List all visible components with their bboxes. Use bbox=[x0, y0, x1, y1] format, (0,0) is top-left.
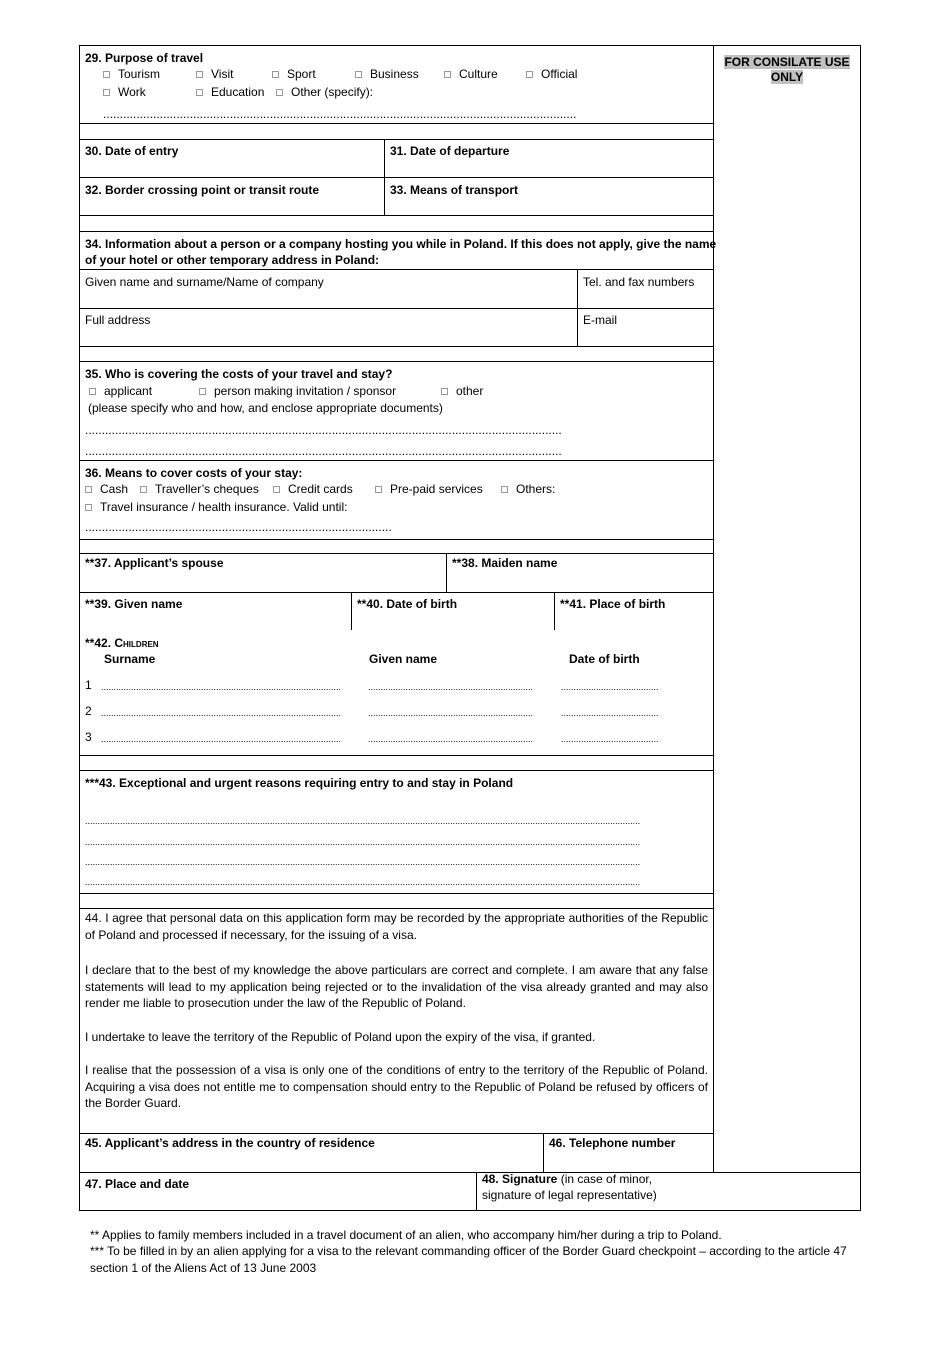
signature-label: 48. Signature (in case of minor, bbox=[482, 1172, 653, 1186]
urgent-line-4[interactable]: .............................................................................................................................................................................................................................. bbox=[85, 877, 641, 887]
checkbox-other[interactable]: Other (specify): bbox=[276, 85, 373, 99]
children-col-given: Given name bbox=[369, 652, 438, 666]
checkbox-travellers-cheques[interactable]: Traveller’s cheques bbox=[140, 482, 259, 496]
checkbox-applicant[interactable]: applicant bbox=[89, 384, 152, 398]
border-crossing-label: 32. Border crossing point or transit route bbox=[85, 183, 320, 197]
checkbox-education[interactable]: Education bbox=[196, 85, 264, 99]
given-name-label: **39. Given name bbox=[85, 597, 183, 611]
host-email-label: E-mail bbox=[583, 313, 618, 327]
checkbox-work[interactable]: Work bbox=[103, 85, 146, 99]
footnote-border-guard: *** To be filled in by an alien applying for a visa to the relevant commanding officer of the Border Guard checkpoint – according to the article 47 bbox=[90, 1244, 847, 1258]
place-of-birth-label: **41. Place of birth bbox=[560, 597, 666, 611]
checkbox-tourism[interactable]: Tourism bbox=[103, 67, 160, 81]
checkbox-prepaid[interactable]: Pre-paid services bbox=[375, 482, 483, 496]
costs-note: (please specify who and how, and enclose appropriate documents) bbox=[88, 401, 443, 415]
costs-line-1[interactable]: ............................................................................................................................................... bbox=[85, 424, 562, 436]
checkbox-costs-other[interactable]: other bbox=[441, 384, 483, 398]
declaration-consent: 44. I agree that personal data on this application form may be recorded by the appropriate authorities of the Republic of Poland and processed if necessary, for the issuing of a visa. bbox=[85, 911, 708, 942]
child-2-surname[interactable]: ................................................................................................ bbox=[101, 708, 342, 718]
host-title-line1: 34. Information about a person or a company hosting you while in Poland. If this does not apply, give the name bbox=[85, 237, 717, 251]
date-of-birth-label: **40. Date of birth bbox=[357, 597, 458, 611]
footnote-aliens-act: section 1 of the Aliens Act of 13 June 2003 bbox=[90, 1261, 317, 1275]
insurance-line[interactable]: ............................................................................................ bbox=[85, 521, 392, 533]
host-title-line2: of your hotel or other temporary address in Poland: bbox=[85, 253, 380, 267]
host-name-label: Given name and surname/Name of company bbox=[85, 275, 324, 289]
child-1-given[interactable]: .................................................................. bbox=[368, 682, 534, 692]
section-47-48 bbox=[79, 1172, 861, 1211]
address-residence-label: 45. Applicant’s address in the country of residence bbox=[85, 1136, 375, 1150]
child-2-given[interactable]: .................................................................. bbox=[368, 708, 534, 718]
checkbox-visit[interactable]: Visit bbox=[196, 67, 233, 81]
checkbox-business[interactable]: Business bbox=[355, 67, 419, 81]
telephone-label: 46. Telephone number bbox=[549, 1136, 676, 1150]
declaration-truth: I declare that to the best of my knowledge the above particulars are correct and complete. I am aware that any false statements will lead to my application being rejected or to the invalidation of the visa already granted and may also render me liable to prosecution under the law of the Republic of Poland. bbox=[85, 963, 708, 1010]
children-col-surname: Surname bbox=[104, 652, 156, 666]
checkbox-insurance[interactable]: Travel insurance / health insurance. Valid until: bbox=[85, 500, 347, 514]
means-of-transport-label: 33. Means of transport bbox=[390, 183, 519, 197]
consular-column bbox=[713, 45, 861, 1211]
host-tel-label: Tel. and fax numbers bbox=[583, 275, 695, 289]
purpose-other-line[interactable]: .............................................................................................................................................. bbox=[103, 108, 577, 120]
checkbox-sport[interactable]: Sport bbox=[272, 67, 316, 81]
means-title: 36. Means to cover costs of your stay: bbox=[85, 466, 303, 480]
consular-use-label: FOR CONSILATE USE ONLY bbox=[724, 55, 850, 84]
child-1-dob[interactable]: ....................................... bbox=[561, 682, 659, 692]
purpose-title: 29. Purpose of travel bbox=[85, 51, 204, 65]
child-row-number: 3 bbox=[85, 730, 92, 744]
footnote-family: ** Applies to family members included in a travel document of an alien, who accompany him/her during a trip to Poland. bbox=[90, 1228, 722, 1242]
urgent-line-2[interactable]: .............................................................................................................................................................................................................................. bbox=[85, 837, 641, 847]
declaration-entry: I realise that the possession of a visa is only one of the conditions of entry to the territory of the Republic of Poland. Acquiring a visa does not entitle me to compensation should entry to the Republic of Poland be refused by officers of the Border Guard. bbox=[85, 1063, 708, 1110]
costs-title: 35. Who is covering the costs of your travel and stay? bbox=[85, 367, 393, 381]
child-3-dob[interactable]: ....................................... bbox=[561, 734, 659, 744]
checkbox-sponsor[interactable]: person making invitation / sponsor bbox=[199, 384, 396, 398]
urgent-reasons-title: ***43. Exceptional and urgent reasons requiring entry to and stay in Poland bbox=[85, 776, 514, 790]
urgent-line-1[interactable]: .............................................................................................................................................................................................................................. bbox=[85, 816, 641, 826]
child-row-number: 2 bbox=[85, 704, 92, 718]
children-col-dob: Date of birth bbox=[569, 652, 640, 666]
maiden-name-label: **38. Maiden name bbox=[452, 556, 558, 570]
date-of-departure-label: 31. Date of departure bbox=[390, 144, 510, 158]
signature-note: signature of legal representative) bbox=[482, 1188, 657, 1202]
child-2-dob[interactable]: ....................................... bbox=[561, 708, 659, 718]
child-3-given[interactable]: .................................................................. bbox=[368, 734, 534, 744]
checkbox-cash[interactable]: Cash bbox=[85, 482, 128, 496]
checkbox-credit-cards[interactable]: Credit cards bbox=[273, 482, 353, 496]
date-of-entry-label: 30. Date of entry bbox=[85, 144, 179, 158]
urgent-line-3[interactable]: .............................................................................................................................................................................................................................. bbox=[85, 857, 641, 867]
place-date-label: 47. Place and date bbox=[85, 1177, 190, 1191]
declaration-leave: I undertake to leave the territory of the Republic of Poland upon the expiry of the visa, if granted. bbox=[85, 1030, 596, 1044]
spouse-label: **37. Applicant’s spouse bbox=[85, 556, 224, 570]
checkbox-culture[interactable]: Culture bbox=[444, 67, 498, 81]
checkbox-official[interactable]: Official bbox=[526, 67, 577, 81]
host-address-label: Full address bbox=[85, 313, 151, 327]
child-row-number: 1 bbox=[85, 678, 92, 692]
child-1-surname[interactable]: ................................................................................................ bbox=[101, 682, 342, 692]
children-title: **42. Children bbox=[85, 636, 159, 650]
checkbox-others[interactable]: Others: bbox=[501, 482, 555, 496]
costs-line-2[interactable]: ............................................................................................................................................... bbox=[85, 445, 562, 457]
child-3-surname[interactable]: ................................................................................................ bbox=[101, 734, 342, 744]
